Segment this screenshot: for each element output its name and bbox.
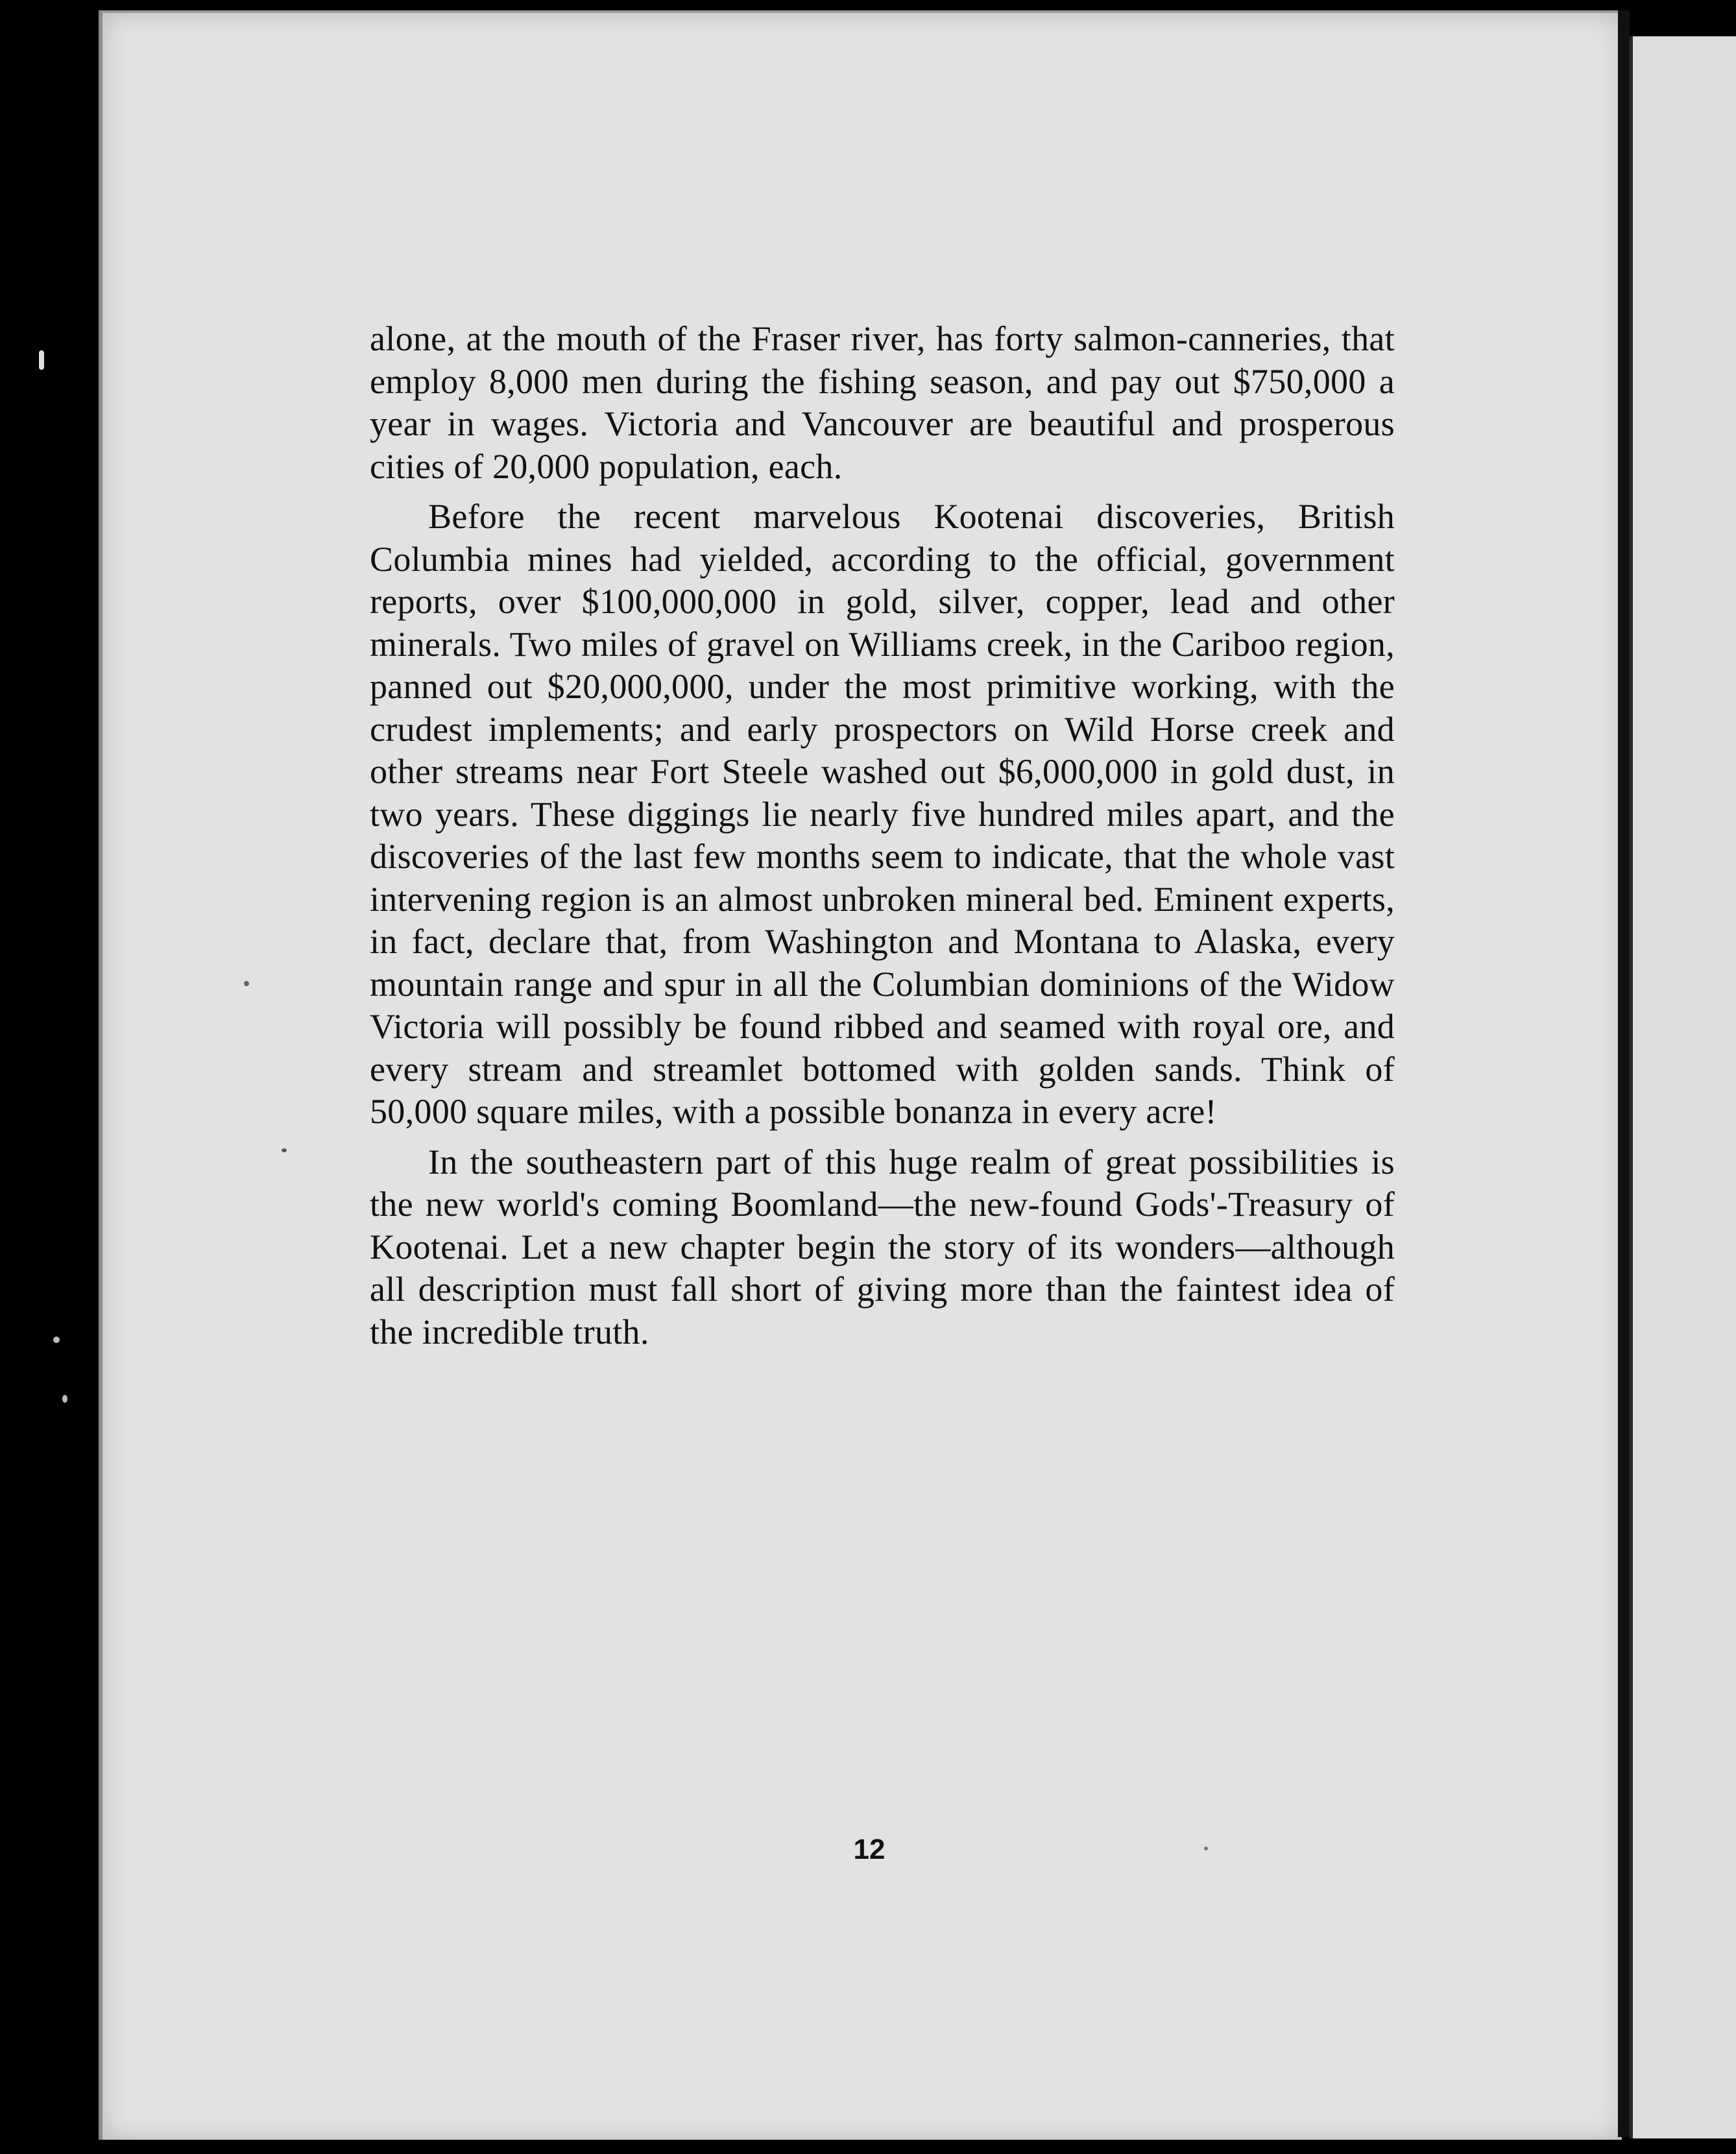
- body-text: [370, 318, 1395, 1353]
- page-number: 12: [853, 1833, 886, 1865]
- book-gutter: [1618, 10, 1630, 2137]
- facing-page-edge: [1630, 36, 1736, 2138]
- paragraph-2: Before the recent marvelous Kootenai discoveries, British Columbia mines had yielded, according to the official, government reports, over $100,000,000 in gold, silver, copper, lead and other minerals. Two miles of gravel on Williams creek, in the Cariboo region, panned out $20,000,000, under the most primitive working, with the crudest implements; and early prospectors on Wild Horse creek and other streams near Fort Steele washed out $6,000,000 in gold dust, in two years. These diggings lie nearly five hundred miles apart, and the discoveries of the last few months seem to indicate, that the whole vast intervening region is an almost unbroken mineral bed. Eminent experts, in fact, declare that, from Washington and Montana to Alaska, every mountain range and spur in all the Columbian dominions of the Widow Victoria will possibly be found ribbed and seamed with royal ore, and every stream and streamlet bottomed with golden sands. Think of 50,000 square miles, with a possible bonanza in every acre!: [370, 497, 1395, 1131]
- scan-speck: [244, 981, 249, 986]
- scan-speck: [1204, 1846, 1208, 1850]
- scan-speck: [282, 1148, 287, 1152]
- paragraph-3: In the southeastern part of this huge realm of great possibilities is the new world's coming Boomland—the new-found Gods'-Treasury of Kootenai. Let a new chapter begin the story of its wonders—although all description must fall short of giving more than the faintest idea of the incredible truth.: [370, 1142, 1395, 1351]
- paragraph-1: alone, at the mouth of the Fraser river, has forty salmon-canneries, that employ 8,000 men during the fishing season, and pay out $750,000 a year in wages. Victoria and Vancouver are beautiful and prosperous cities of 20,000 population, each.: [370, 319, 1395, 486]
- scan-speck: [53, 1337, 60, 1343]
- scan-speck: [39, 350, 44, 370]
- scan-speck: [62, 1395, 67, 1403]
